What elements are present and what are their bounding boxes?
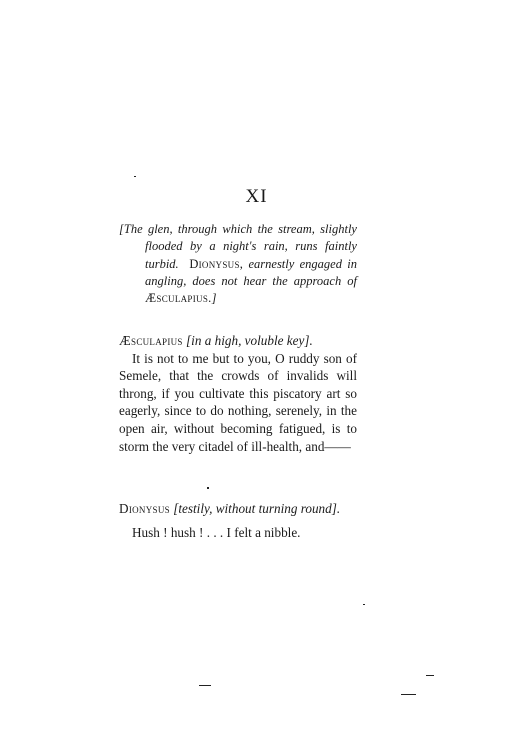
speech-heading — [119, 332, 357, 350]
speaker-direction: [testily, without turning round]. — [173, 501, 341, 516]
stage-direction-text — [119, 221, 357, 307]
speech-aesculapius — [119, 332, 357, 455]
scan-speck — [401, 694, 416, 695]
scan-speck — [207, 487, 209, 489]
character-name-dionysus: Dionysus, — [189, 256, 244, 271]
character-name-aesculapius: Æsculapius. — [145, 291, 212, 306]
open-bracket: [ — [119, 222, 124, 236]
speaker-name: Dionysus — [119, 501, 170, 516]
stage-direction-setting: The glen, through which the stream, slightly flooded by a night's rain, runs faintly turbid. — [123, 222, 357, 271]
scan-speck — [134, 176, 136, 177]
chapter-number: XI — [245, 186, 268, 207]
stage-direction — [119, 221, 357, 307]
scan-speck — [426, 675, 434, 676]
scan-speck — [199, 685, 211, 686]
speaker-direction: [in a high, voluble key]. — [186, 333, 313, 348]
stage-direction-action: earnestly engaged in angling, does not hear the approach of — [145, 256, 357, 288]
scan-speck — [363, 604, 365, 605]
speaker-name: Æsculapius — [119, 333, 183, 348]
speech-text: Hush ! hush ! . . . I felt a nibble. — [132, 524, 301, 540]
speech-text: It is not to me but to you, O ruddy son of Semele, that the crowds of invalids will throng, if you cultivate this piscatory art so eagerly, since to do nothing, serenely, in the open air, without becoming fatigued, is to storm the very citadel of ill-health, and—— — [119, 350, 357, 454]
close-bracket: ] — [211, 291, 217, 306]
speech-heading — [119, 500, 357, 518]
speech-dionysus — [119, 500, 357, 541]
